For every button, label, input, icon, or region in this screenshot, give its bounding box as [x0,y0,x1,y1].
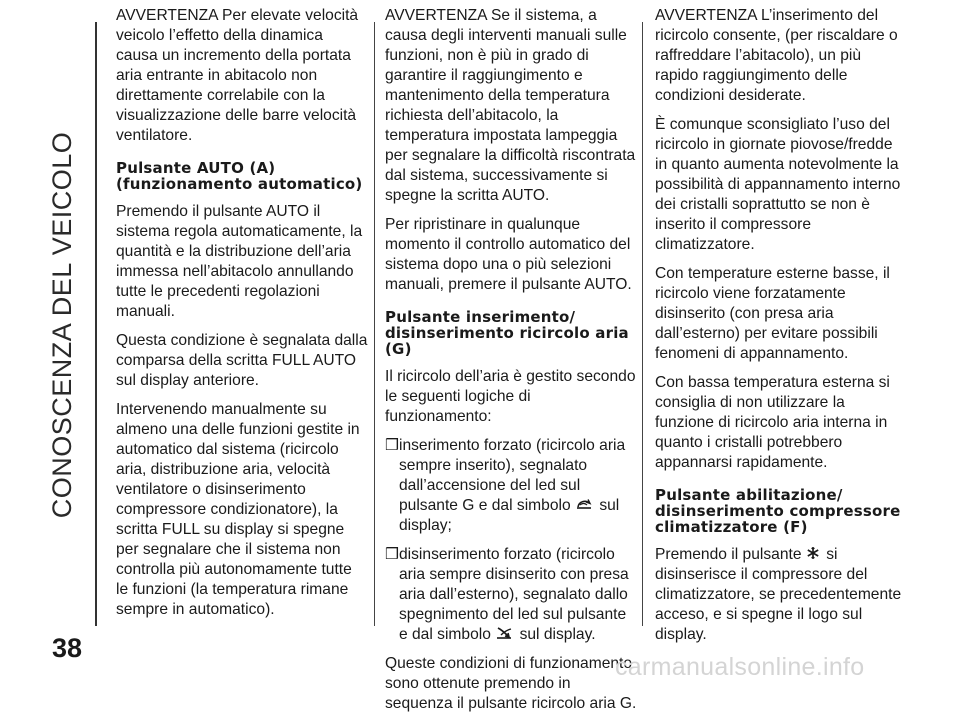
text-column-2 [385,6,637,723]
column-divider [374,22,375,626]
paragraph [655,545,907,645]
bullet-mark: ❒ [385,546,399,563]
warning-paragraph: AVVERTENZA Per elevate velocità veicolo l’effetto della dinamica causa un incremento della portata aria entrante in abitacolo non direttamente correlabile con la visualizzazione delle barre velocità ventilatore. [116,7,359,144]
paragraph: Per ripristinare in qualunque momento il controllo automatico del sistema dopo una o più selezioni manuali, premere il pulsante AUTO. [385,216,632,293]
list-item-text-tail: sul display. [519,626,596,643]
list-item-text: inserimento forzato (ricircolo aria sempre inserito), segnalato dall’accensione del led sul pulsante G e dal simbolo [399,437,626,514]
warning-paragraph: AVVERTENZA L’inserimento del ricircolo consente, (per riscaldare o raffreddare l’abitacolo), un più rapido raggiungimento delle condizioni desiderate. [655,7,898,104]
list-item-text: disinserimento forzato (ricircolo aria sempre disinserito con presa aria dall’esterno), segnalato dallo spegnimento del led sul pulsante e dal simbolo [399,546,629,643]
text-column-1 [116,6,368,629]
paragraph: Con temperature esterne basse, il ricircolo viene forzatamente disinserito (con presa aria dall’esterno) per evitare possibili fenomeni di appannamento. [655,265,890,362]
paragraph-text-tail: si disinserisce il compressore del climatizzatore, se precedentemente acceso, e si spegne il logo sul display. [655,546,902,643]
snowflake-icon [806,546,820,560]
warning-paragraph: AVVERTENZA Se il sistema, a causa degli interventi manuali sulle funzioni, non è più in grado di garantire il raggiungimento e mantenimento della temperatura richiesta dell’abitacolo, la temperatura impostata lampeggia per segnalare la difficoltà riscontrata dal sistema, successivamente si spegne la scritta AUTO. [385,7,636,204]
bullet-mark: ❒ [385,437,399,454]
paragraph-text: Premendo il pulsante [655,546,802,563]
heading-compressor-button: Pulsante abilitazione/ disinserimento compressore climatizzatore (F) [655,486,901,536]
paragraph: Intervenendo manualmente su almeno una delle funzioni gestite in automatico dal sistema (ricircolo aria, distribuzione aria, velocità ventilatore o disinserimento compressore condizionatore), la scritta FULL su display si spegne per segnalare che il sistema non controlla più autonomamente tutte le funzioni (la temperatura rimane sempre in automatico). [116,401,360,618]
list-item [385,436,637,536]
heading-recirculation-button: Pulsante inserimento/ disinserimento ricircolo aria (G) [385,308,629,358]
recirculation-off-icon [495,626,513,640]
paragraph: È comunque sconsigliato l’uso del ricircolo in giornate piovose/fredde in quanto aumenta notevolmente la possibilità di appannamento interno dei cristalli soprattutto se non è inserito il compressore climatizzatore. [655,116,901,253]
section-rule [95,22,97,626]
page-number: 38 [52,633,83,663]
list-item [385,545,637,645]
paragraph: Premendo il pulsante AUTO il sistema regola automaticamente, la quantità e la distribuzione dell’aria immessa nell’abitacolo annullando tutte le precedenti regolazioni manuali. [116,203,363,320]
recirculation-on-icon [575,497,593,511]
column-divider [642,22,643,626]
paragraph: Queste condizioni di funzionamento sono ottenute premendo in sequenza il pulsante ricircolo aria G. [385,655,637,712]
paragraph: Il ricircolo dell’aria è gestito secondo le seguenti logiche di funzionamento: [385,368,636,425]
paragraph: Questa condizione è segnalata dalla comparsa della scritta FULL AUTO sul display anteriore. [116,332,368,389]
heading-auto-button: Pulsante AUTO (A) (funzionamento automatico) [116,159,363,193]
watermark: carmanualsonline.info [615,653,865,681]
paragraph: Con bassa temperatura esterna si consiglia di non utilizzare la funzione di ricircolo aria interna in quanto i cristalli potrebbero appannarsi rapidamente. [655,374,890,471]
text-column-3 [655,6,907,654]
list-item-text-tail: sul display; [399,497,620,534]
section-title-vertical: CONOSCENZA DEL VEICOLO [47,131,77,519]
